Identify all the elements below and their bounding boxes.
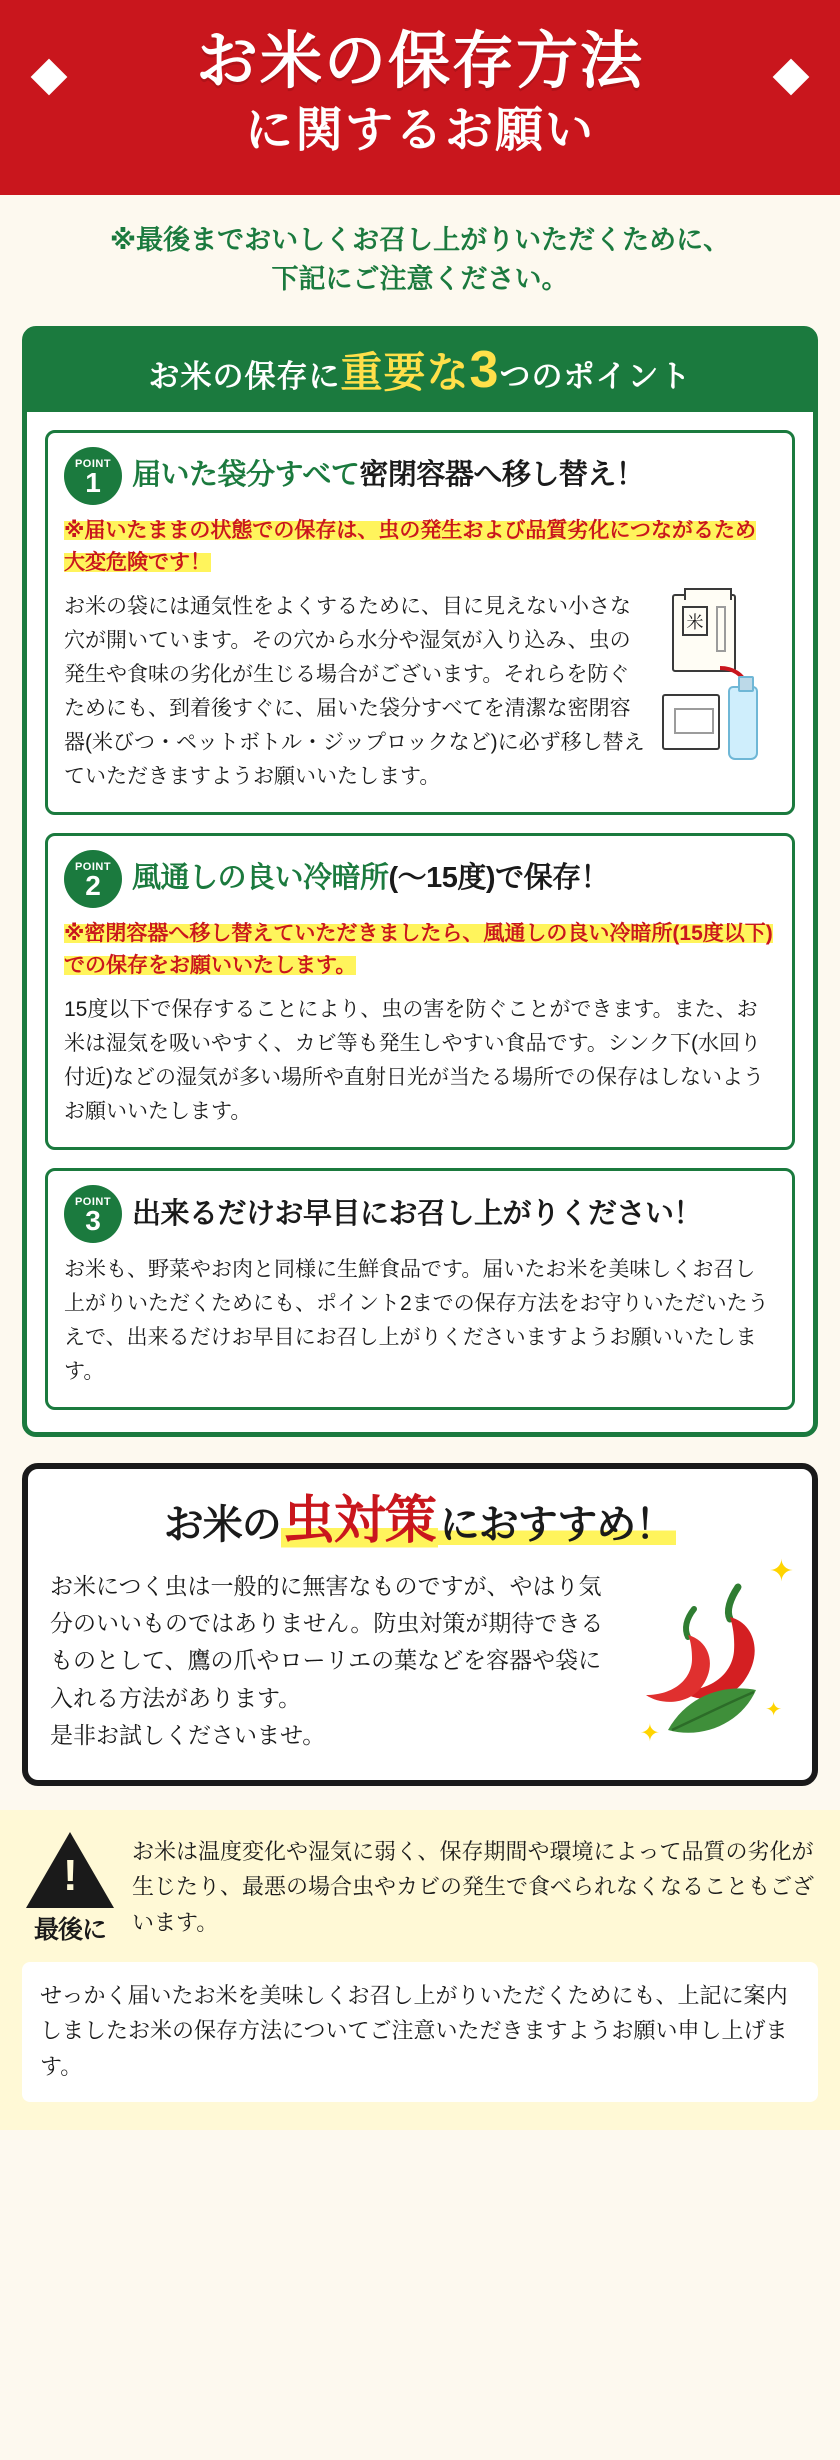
insect-card-title	[50, 1489, 790, 1554]
point-1-note	[64, 515, 776, 580]
point-item-3	[45, 1168, 795, 1410]
point-2-title-black: (〜15度)で保存！	[388, 862, 610, 895]
footer-top	[22, 1832, 818, 1946]
point-item-1	[45, 430, 795, 815]
insect-title-post: におすすめ！	[439, 1502, 675, 1547]
point-1-title-green: 届いた袋分すべて	[132, 459, 360, 492]
point-1-title	[132, 458, 644, 493]
point-1-header	[64, 447, 776, 505]
footer-text: お米は温度変化や湿気に弱く、保存期間や環境によって品質の劣化が生じたり、最悪の場合虫やカビの発生で食べられなくなることもございます。	[132, 1839, 815, 1935]
warning-block	[22, 1832, 118, 1946]
rice-bag-label: 米	[682, 606, 708, 636]
points-card-title	[26, 330, 814, 412]
point-3-badge-word: POINT	[74, 1195, 112, 1208]
point-1-badge	[64, 447, 122, 505]
points-title-number: 3	[469, 340, 500, 399]
point-1-note-text: ※届いたままの状態での保存は、虫の発生および品質劣化につながるため大変危険です！	[64, 518, 756, 575]
point-1-title-black: 密閉容器へ移し替え！	[359, 459, 645, 492]
insect-title-pre: お米の	[163, 1502, 281, 1547]
warning-label: 最後に	[33, 1916, 106, 1945]
point-3-header	[64, 1185, 776, 1243]
page-title: お米の保存方法	[195, 27, 644, 96]
point-3-badge-number: 3	[85, 1204, 101, 1236]
footer-section	[0, 1810, 840, 2130]
insect-body-text-2: 是非お試しくださいませ。	[50, 1721, 326, 1748]
insect-body-text: お米につく虫は一般的に無害なものですが、やはり気分のいいものではありません。防虫対策が期待できるものとして、鷹の爪やローリエの葉などを容器や袋に入れる方法があります。	[50, 1572, 604, 1711]
rice-bag-stripe	[716, 606, 726, 652]
point-1-body	[64, 590, 776, 794]
insect-card	[22, 1463, 818, 1786]
footer-closing-box: せっかく届いたお米を美味しくお召し上がりいただくためにも、上記に案内しましたお米の保存方法についてご注意いただきますようお願い申し上げます。	[22, 1962, 818, 2102]
point-3-badge	[64, 1185, 122, 1243]
point-2-header	[64, 850, 776, 908]
point-2-badge	[64, 850, 122, 908]
sparkle-icon: ✦	[768, 1554, 794, 1588]
point-2-note	[64, 918, 776, 983]
insect-title-red: 虫対策	[282, 1491, 436, 1550]
point-3-title	[132, 1197, 702, 1232]
container-box-icon	[662, 694, 720, 750]
sparkle-icon: ✦	[765, 1699, 782, 1722]
lead-line-1: ※最後までおいしくお召し上がりいただくために、	[109, 225, 731, 256]
point-3-body-text: お米も、野菜やお肉と同様に生鮮食品です。届いたお米を美味しくお召し上がりいただくためにも、ポイント2までの保存方法をお守りいただいたうえで、出来るだけお早目にお召し上がりくださいますようお願いいたします。	[64, 1257, 769, 1383]
point-1-body-text: お米の袋には通気性をよくするために、目に見えない小さな穴が開いています。その穴から水分や湿気が入り込み、虫の発生や食味の劣化が生じる場合がございます。それらを防ぐためにも、到着後すぐに、届いた袋分すべてを清潔な密閉容器(米びつ・ペットボトル・ジップロックなど)に必ず移し替えていただきますようお願いいたします。	[64, 594, 645, 788]
point-1-illustration	[656, 590, 776, 780]
point-2-body-text: 15度以下で保存することにより、虫の害を防ぐことができます。また、お米は湿気を吸いやすく、カビ等も発生しやすい食品です。シンク下(水回り付近)などの湿気が多い場所や直射日光が当たる場所での保存はしないようお願いいたします。	[64, 997, 764, 1123]
points-title-highlight: 重要な	[340, 348, 470, 396]
page-header	[0, 0, 840, 195]
point-item-2	[45, 833, 795, 1150]
point-1-badge-word: POINT	[74, 457, 112, 470]
page-subtitle: に関するお願い	[244, 104, 595, 158]
warning-triangle-icon: !	[26, 1832, 114, 1908]
points-title-post: つのポイント	[499, 358, 692, 394]
point-2-title-green: 風通しの良い冷暗所	[132, 862, 389, 895]
point-2-badge-number: 2	[85, 869, 101, 901]
point-3-title-black: 出来るだけお早目にお召し上がりください！	[132, 1197, 703, 1230]
bay-leaf-icon	[664, 1684, 760, 1740]
lead-line-2: 下記にご注意ください。	[271, 264, 569, 295]
point-2-title	[132, 861, 609, 896]
point-2-badge-word: POINT	[74, 860, 112, 873]
lead-note	[0, 195, 840, 319]
points-title-pre: お米の保存に	[148, 358, 341, 394]
plastic-bottle-icon	[728, 686, 758, 760]
rice-bag-icon	[672, 594, 736, 672]
points-card	[22, 326, 818, 1437]
point-2-note-text: ※密閉容器へ移し替えていただきましたら、風通しの良い冷暗所(15度以下)での保存をお願いいたします。	[64, 921, 773, 978]
point-1-badge-number: 1	[85, 466, 101, 498]
sparkle-icon: ✦	[639, 1720, 660, 1748]
